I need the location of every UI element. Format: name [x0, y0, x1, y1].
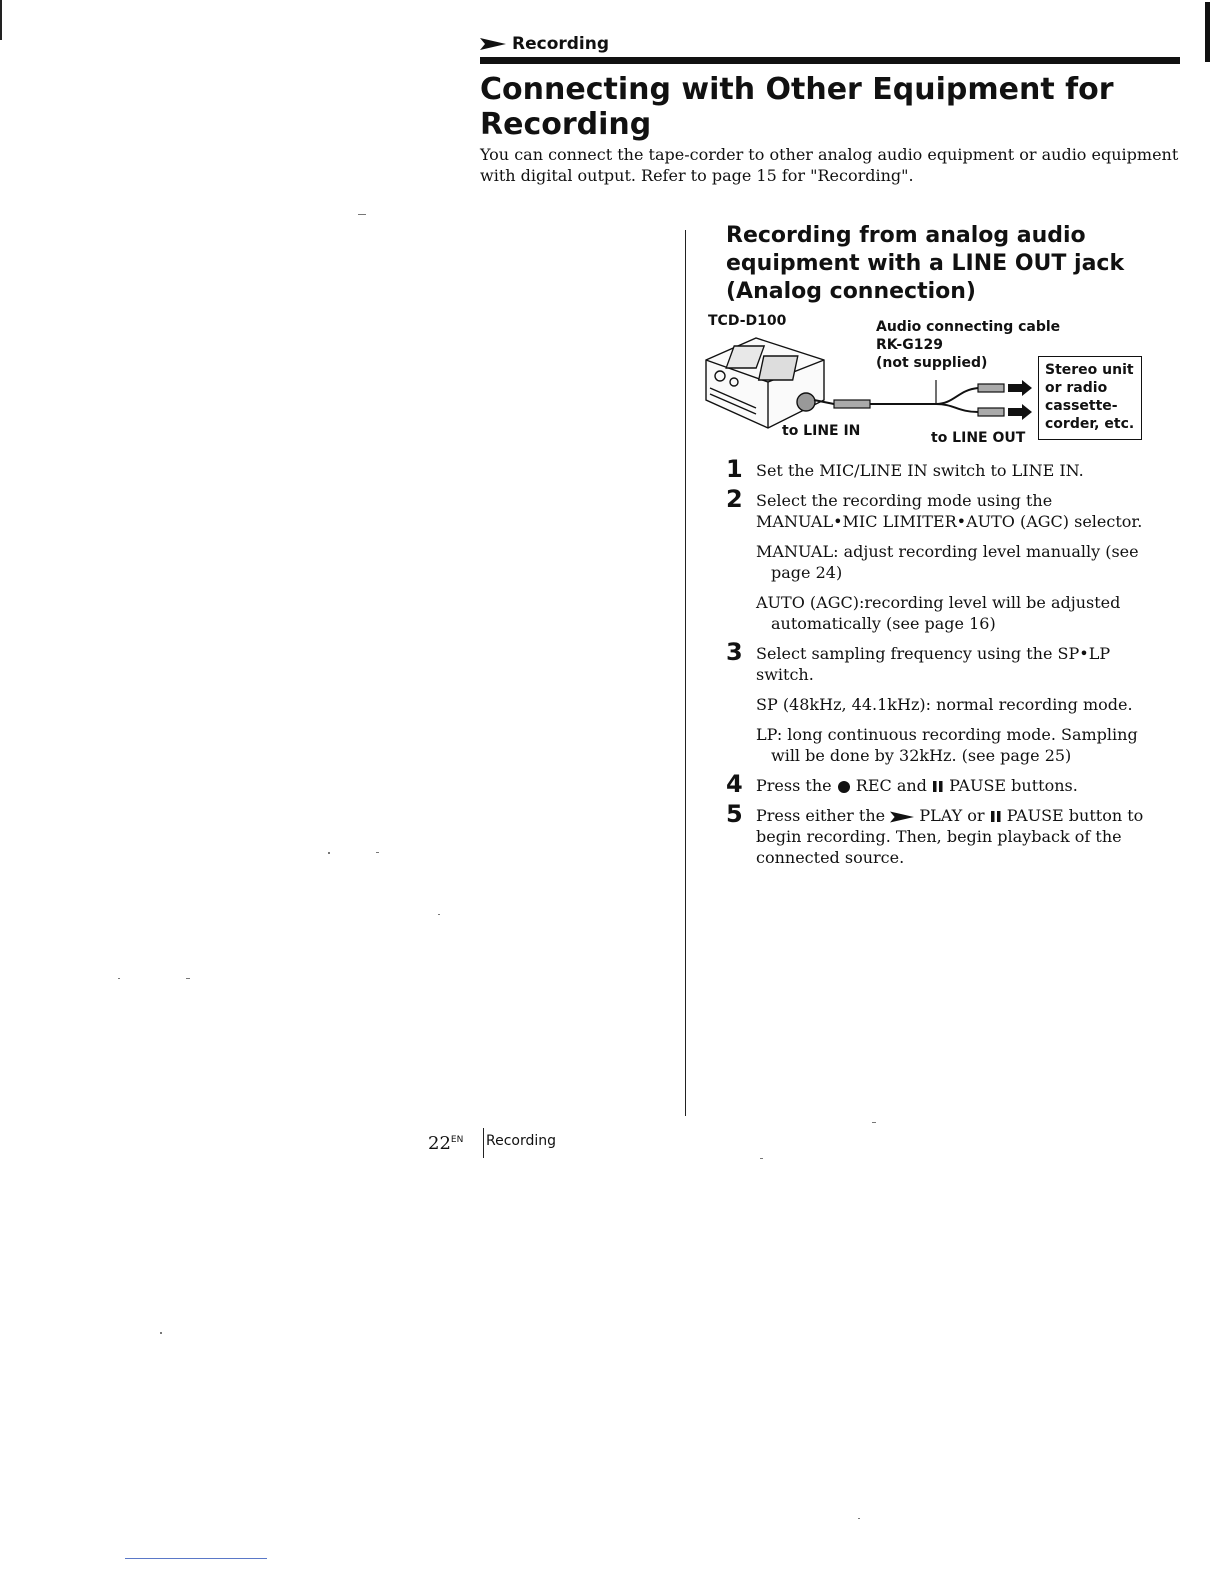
step-2-note-manual: MANUAL: adjust recording level manually (see page 24)	[756, 542, 1139, 582]
scan-edge-mark-right	[1205, 2, 1210, 62]
cable-note: (not supplied)	[876, 355, 988, 371]
subsection-title: Recording from analog audio equipment with a LINE OUT jack (Analog connection)	[726, 223, 1125, 304]
step-5-pause: PAUSE button to begin recording. Then, begin playback of the connected source.	[756, 806, 1144, 867]
scan-speck	[872, 1122, 876, 1123]
play-arrow-icon	[480, 38, 506, 50]
step-3	[726, 638, 1171, 685]
scan-speck	[438, 914, 440, 915]
scan-speck	[358, 214, 366, 215]
page-title: Connecting with Other Equipment for Recording	[480, 72, 1114, 142]
step-number: 1	[726, 455, 743, 483]
step-number: 4	[726, 770, 743, 798]
steps-list	[726, 455, 1171, 877]
step-text: Select sampling frequency using the SP•LP switch.	[756, 644, 1111, 684]
step-4-rec: REC and	[855, 776, 927, 795]
page-suffix: EN	[450, 1135, 464, 1145]
step-text: Set the MIC/LINE IN switch to LINE IN.	[756, 461, 1084, 480]
tape-corder-illustration	[706, 338, 824, 428]
stereo-unit-box: Stereo unit or radio cassette- corder, etc.	[1038, 356, 1142, 440]
scan-speck	[160, 1332, 162, 1334]
scan-speck	[328, 852, 330, 854]
step-2	[726, 485, 1171, 532]
line-out-label: to LINE OUT	[931, 430, 1026, 446]
step-3-note-sp: SP (48kHz, 44.1kHz): normal recording mode.	[756, 695, 1133, 714]
scan-speck	[376, 852, 379, 853]
pause-icon	[990, 810, 1002, 823]
step-4	[726, 770, 1171, 798]
scan-blue-line	[125, 1558, 267, 1559]
step-number: 3	[726, 638, 743, 666]
footer-page-number	[428, 1128, 463, 1156]
line-in-label: to LINE IN	[782, 423, 861, 439]
header-section-label	[480, 34, 609, 54]
scan-speck	[186, 978, 190, 979]
scan-speck	[760, 1158, 763, 1159]
device-label: TCD-D100	[708, 313, 787, 329]
play-arrow-icon	[890, 811, 914, 823]
footer-section-label: Recording	[486, 1133, 557, 1149]
step-text: Select the recording mode using the MANUAL•MIC LIMITER•AUTO (AGC) selector.	[756, 491, 1143, 531]
cable-label: Audio connecting cable	[876, 319, 1061, 335]
connection-diagram	[696, 308, 1156, 458]
step-5-prefix: Press either the	[756, 806, 886, 825]
intro-paragraph: You can connect the tape-corder to other analog audio equipment or audio equipment with digital output. Refer to page 15 for "Recording".	[480, 145, 1179, 185]
step-3-note-lp: LP: long continuous recording mode. Sampling will be done by 32kHz. (see page 25)	[756, 725, 1138, 765]
header-section-text: Recording	[512, 34, 610, 54]
step-number: 5	[726, 800, 743, 828]
scan-speck	[118, 978, 120, 979]
pause-icon	[932, 780, 944, 793]
page-number: 22	[428, 1133, 451, 1154]
step-4-pause: PAUSE buttons.	[949, 776, 1078, 795]
footer-divider	[483, 1128, 484, 1158]
step-number: 2	[726, 485, 743, 513]
step-5	[726, 800, 1171, 868]
step-5-play: PLAY or	[919, 806, 985, 825]
output-arrow-icons	[1008, 380, 1032, 420]
step-2-note-auto: AUTO (AGC):recording level will be adjusted automatically (see page 16)	[756, 593, 1121, 633]
scan-speck	[858, 1518, 860, 1519]
scan-edge-mark-left	[0, 0, 2, 40]
cable-model: RK-G129	[876, 337, 943, 353]
column-divider	[685, 230, 686, 1116]
record-dot-icon	[837, 780, 851, 794]
step-4-prefix: Press the	[756, 776, 832, 795]
header-rule	[480, 57, 1180, 64]
step-1	[726, 455, 1171, 483]
cable-illustration	[814, 380, 1004, 416]
